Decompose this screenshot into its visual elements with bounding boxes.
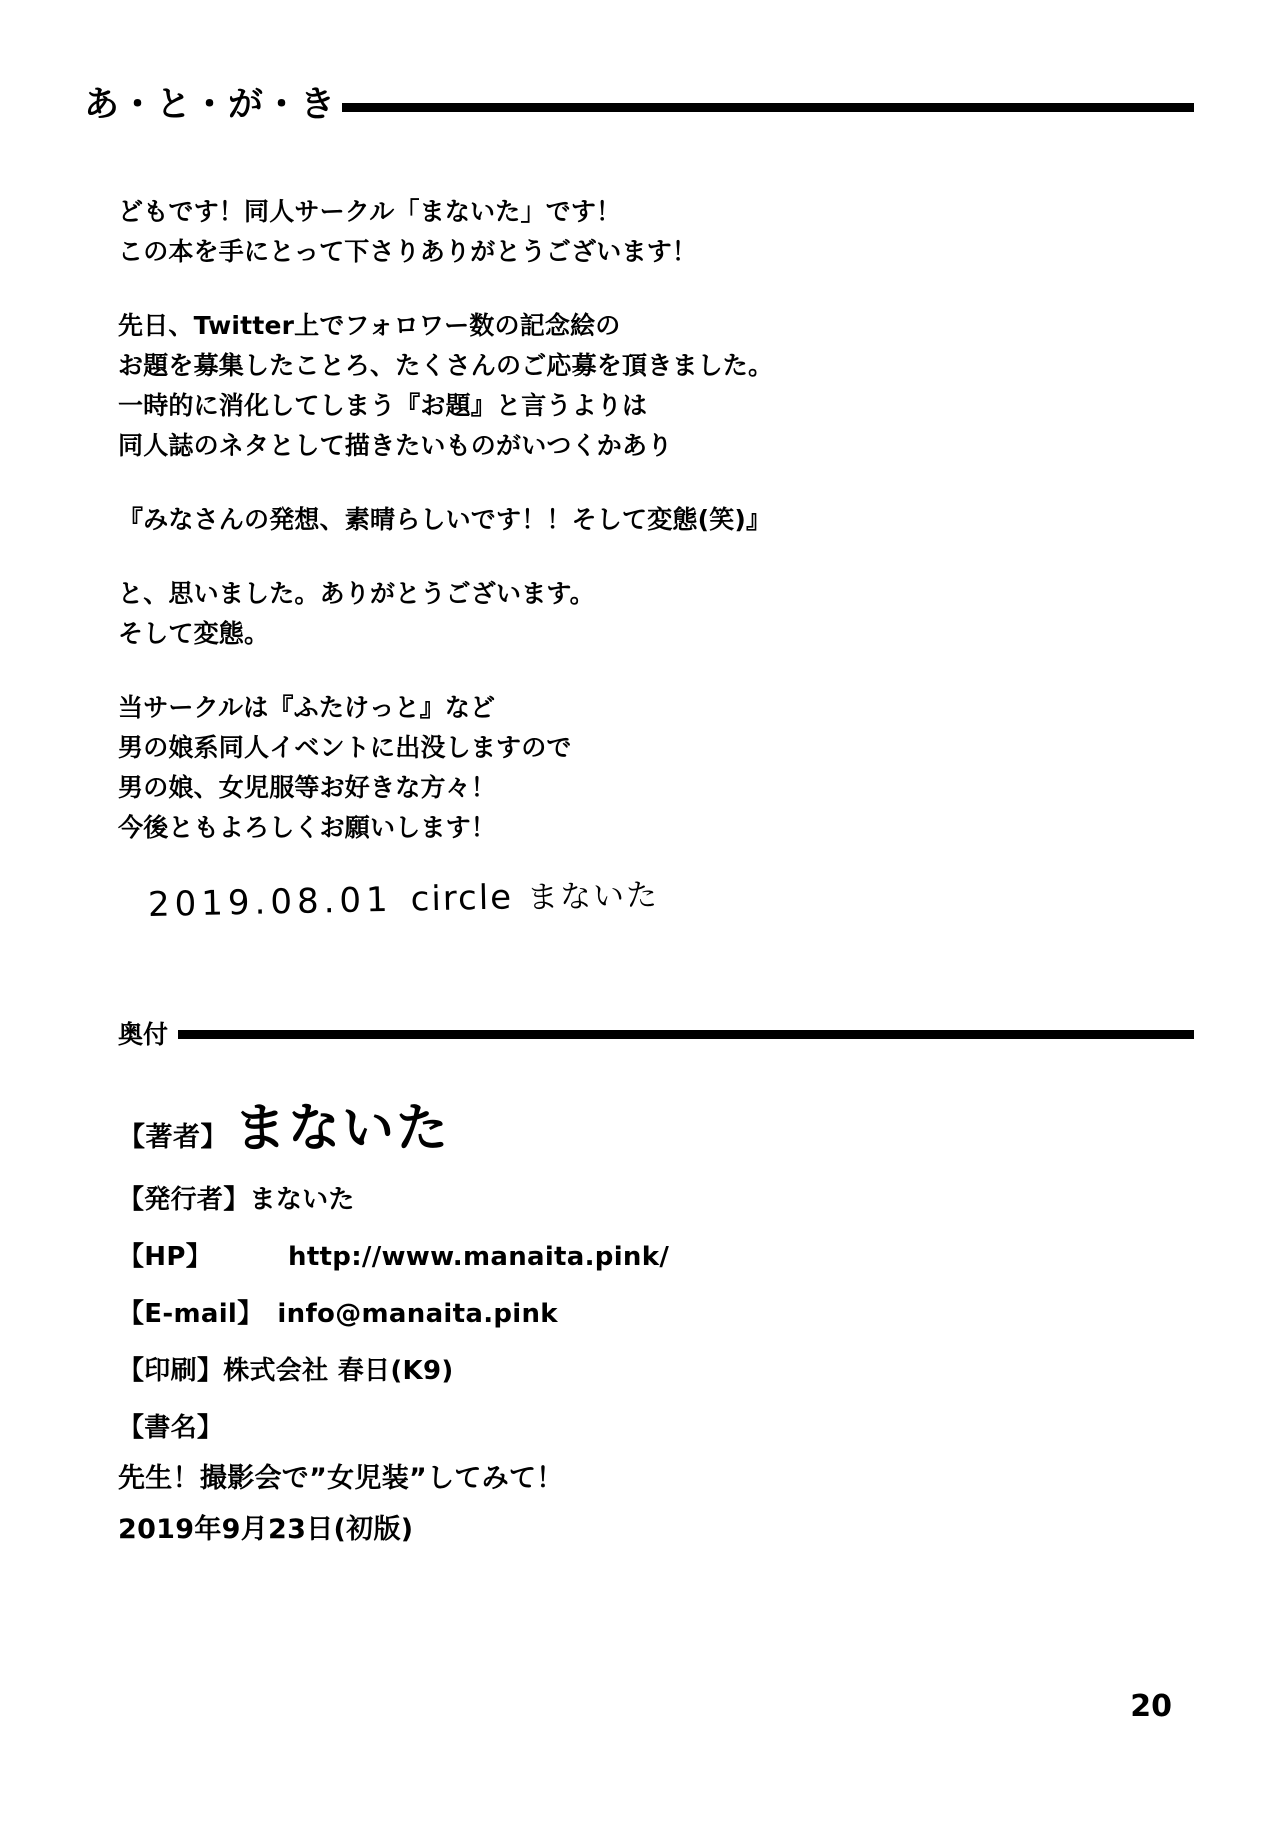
signature-circle-name: まないた — [526, 877, 660, 917]
paragraph — [118, 688, 1068, 848]
printer-value: 株式会社 春日(K9) — [223, 1355, 454, 1386]
page-number: 20 — [1130, 1689, 1172, 1724]
paragraph — [118, 192, 1068, 272]
text-line: 男の娘、女児服等お好きな方々！ — [118, 773, 497, 802]
text-line: 今後ともよろしくお願いします！ — [118, 813, 497, 842]
text-line: この本を手にとって下さりありがとうございます！ — [118, 237, 698, 266]
handwritten-signature — [148, 869, 660, 925]
book-title-block — [118, 1407, 1118, 1546]
signature-date: 2019.08.01 — [147, 879, 394, 925]
email-label: 【E-mail】 — [118, 1298, 264, 1329]
publisher-label: 【発行者】 — [118, 1184, 250, 1215]
publisher-row — [118, 1179, 1118, 1216]
homepage-value[interactable]: http://www.manaita.pink/ — [288, 1241, 670, 1272]
author-row — [118, 1099, 1118, 1159]
text-line: どもです！同人サークル「まないた」です！ — [118, 197, 622, 226]
homepage-label: 【HP】 — [118, 1241, 213, 1272]
paragraph — [118, 306, 1068, 466]
text-line: 当サークルは『ふたけっと』など — [118, 693, 496, 722]
text-line: 男の娘系同人イベントに出没しますので — [118, 733, 572, 762]
signature-word: circle — [410, 877, 514, 920]
book-title-label: 【書名】 — [118, 1412, 224, 1443]
email-value[interactable]: info@manaita.pink — [277, 1298, 558, 1329]
afterword-header — [84, 85, 1194, 125]
email-row — [118, 1293, 1118, 1330]
author-name: まないた — [234, 1099, 451, 1159]
text-line: 『みなさんの発想、素晴らしいです！！そして変態(笑)』 — [118, 505, 772, 534]
colophon-heading: 奥付 — [118, 1020, 169, 1049]
colophon-block — [118, 1099, 1118, 1546]
text-line: と、思いました。ありがとうございます。 — [118, 579, 595, 608]
text-line: 先日、Twitter上でフォロワー数の記念絵の — [118, 311, 621, 340]
text-line: そして変態。 — [118, 619, 270, 648]
publisher-value: まないた — [249, 1184, 355, 1215]
author-label: 【著者】 — [118, 1122, 228, 1153]
book-title-value: 先生！撮影会で”女児装”してみて！ — [118, 1462, 564, 1494]
printer-row — [118, 1350, 1118, 1387]
book-publication-date: 2019年9月23日(初版) — [118, 1513, 414, 1545]
colophon-divider — [178, 1030, 1194, 1039]
text-line: お題を募集したことろ、たくさんのご応募を頂きました。 — [118, 351, 774, 380]
header-divider — [342, 103, 1194, 112]
colophon-header — [118, 1022, 1194, 1047]
homepage-row — [118, 1236, 1118, 1273]
text-line: 同人誌のネタとして描きたいものがいつくかあり — [118, 431, 673, 460]
printer-label: 【印刷】 — [118, 1355, 224, 1386]
paragraph — [118, 574, 1068, 654]
paragraph — [118, 500, 1068, 540]
text-line: 一時的に消化してしまう『お題』と言うよりは — [118, 391, 648, 420]
afterword-heading: あ・と・が・き — [84, 85, 337, 125]
afterword-body — [118, 192, 1068, 848]
